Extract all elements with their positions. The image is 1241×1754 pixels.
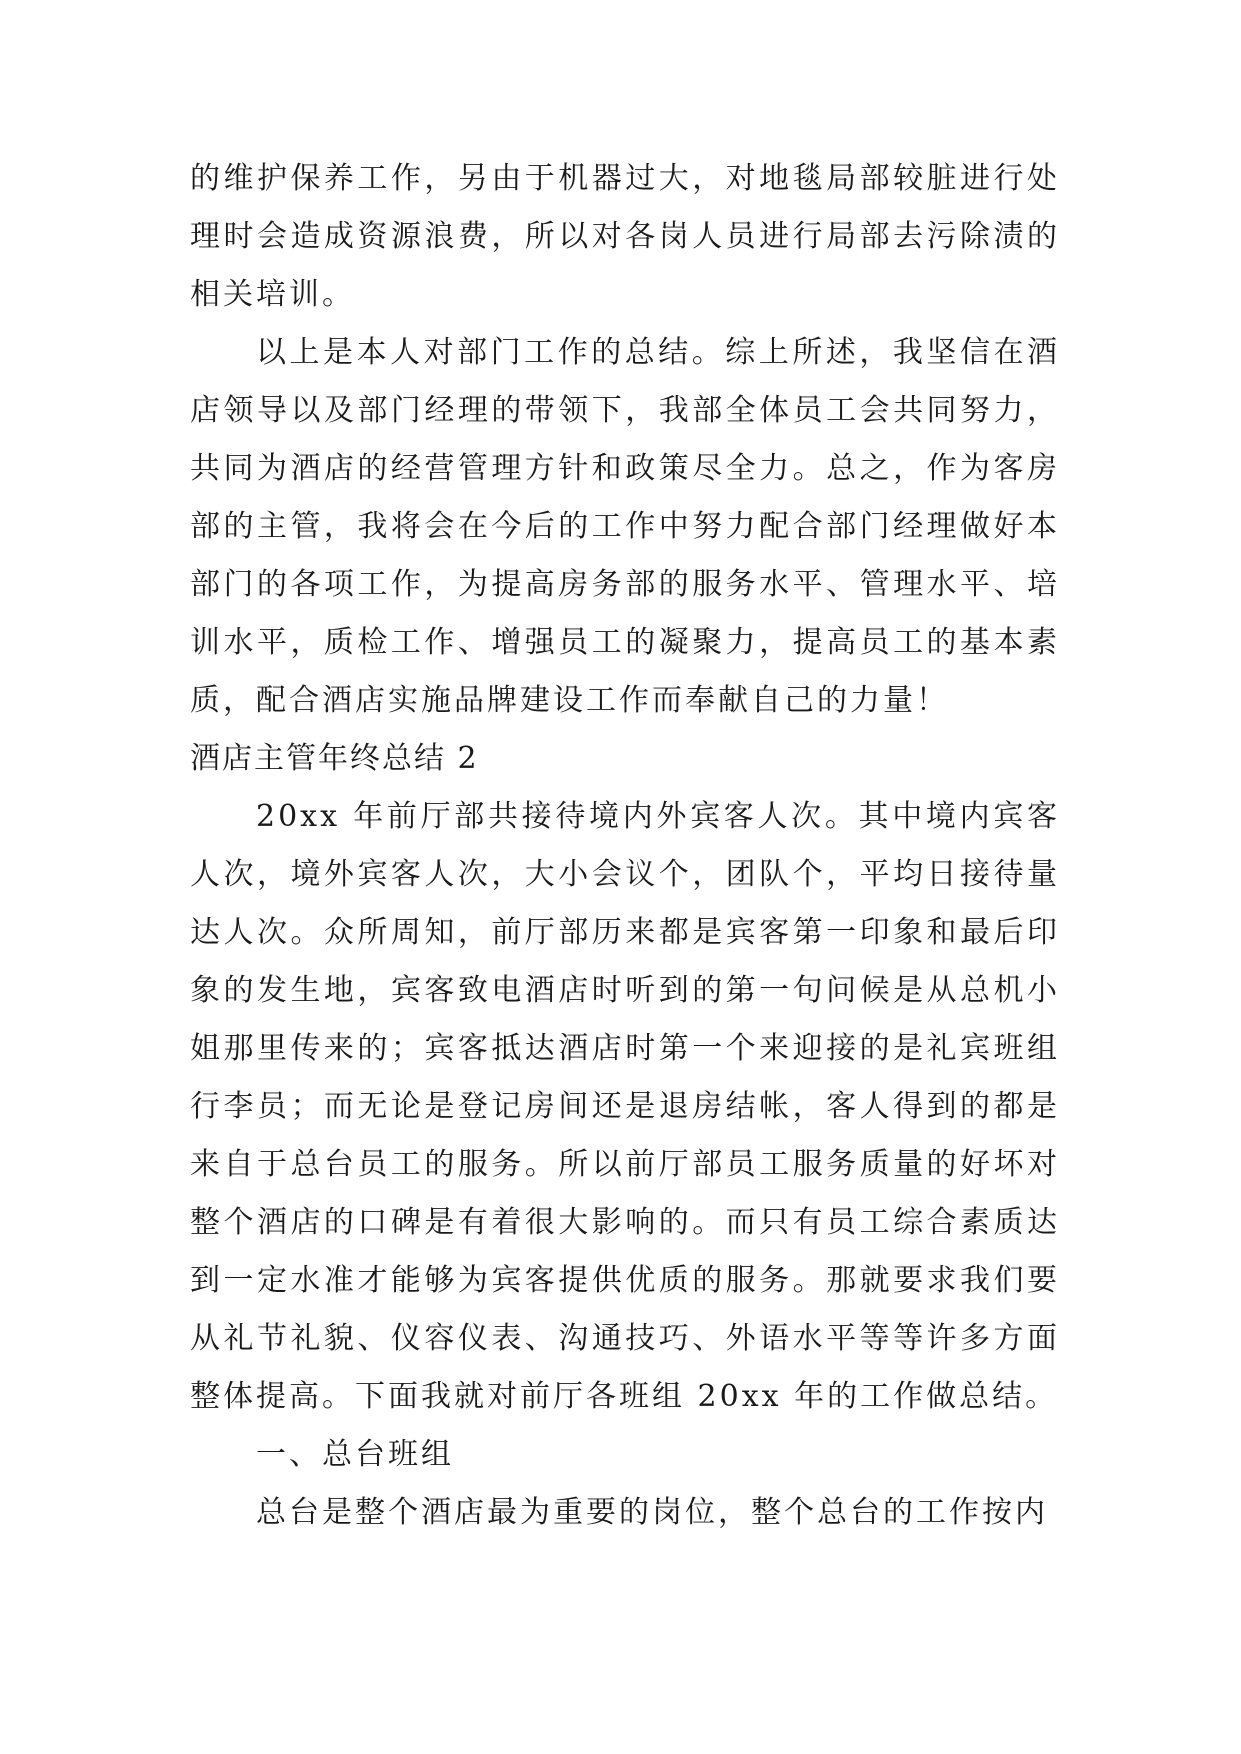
paragraph-maintenance-training: 的维护保养工作，另由于机器过大，对地毯局部较脏进行处理时会造成资源浪费，所以对各岗人员进行局部去污除渍的相关培训。	[190, 161, 1060, 312]
subsection-heading-front-desk: 一、总台班组	[256, 1437, 454, 1472]
paragraph-front-desk-intro: 总台是整个酒店最为重要的岗位，整个总台的工作按内	[256, 1495, 1048, 1530]
paragraph-department-summary: 以上是本人对部门工作的总结。综上所述，我坚信在酒店领导以及部门经理的带领下，我部全体员工会共同努力，共同为酒店的经营管理方针和政策尽全力。总之，作为客房部的主管，我将会在今后的工作中努力配合部门经理做好本部门的各项工作，为提高房务部的服务水平、管理水平、培训水平，质检工作、增强员工的凝聚力，提高员工的基本素质，配合酒店实施品牌建设工作而奉献自己的力量！	[190, 335, 1060, 718]
document-body	[190, 150, 1060, 1542]
paragraph-front-office-reception: 20xx 年前厅部共接待境内外宾客人次。其中境内宾客人次，境外宾客人次，大小会议个，团队个，平均日接待量达人次。众所周知，前厅部历来都是宾客第一印象和最后印象的发生地，宾客致电酒店时听到的第一句问候是从总机小姐那里传来的；宾客抵达酒店时第一个来迎接的是礼宾班组行李员；而无论是登记房间还是退房结帐，客人得到的都是来自于总台员工的服务。所以前厅部员工服务质量的好坏对整个酒店的口碑是有着很大影响的。而只有员工综合素质达到一定水准才能够为宾客提供优质的服务。那就要求我们要从礼节礼貌、仪容仪表、沟通技巧、外语水平等等许多方面整体提高。下面我就对前厅各班组 20xx 年的工作做总结。	[190, 799, 1060, 1414]
section-heading: 酒店主管年终总结 2	[190, 741, 479, 776]
